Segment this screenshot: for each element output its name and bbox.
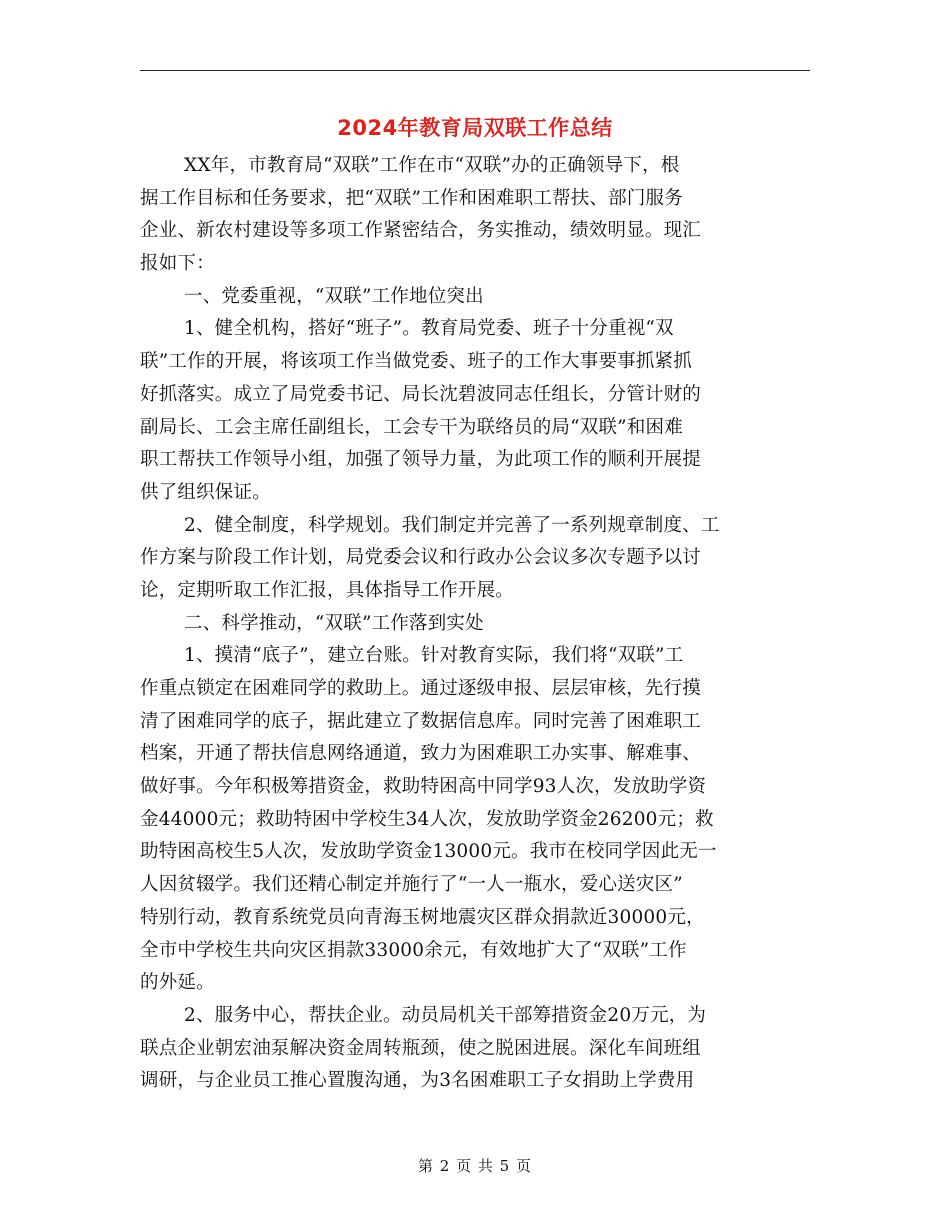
document-body xyxy=(140,150,800,1098)
text-line: XX年，市教育局“双联”工作在市“双联”办的正确领导下，根 xyxy=(184,155,680,176)
text-line: 的外延。 xyxy=(140,972,215,994)
text-line: 全市中学校生共向灾区捐款33000余元，有效地扩大了“双联”工作 xyxy=(140,939,687,961)
document-title: 2024年教育局双联工作总结 xyxy=(337,116,613,140)
text-line: 2、服务中心，帮扶企业。动员局机关干部筹措资金20万元，为 xyxy=(184,1004,707,1026)
page-footer: 第 2 页 共 5 页 xyxy=(418,1157,532,1175)
text-line: 好抓落实。成立了局党委书记、局长沈碧波同志任组长，分管计财的 xyxy=(140,383,702,405)
text-line: 企业、新农村建设等多项工作紧密结合，务实推动，绩效明显。现汇 xyxy=(140,220,702,242)
text-line: 作重点锁定在困难同学的救助上。通过逐级申报、层层审核，先行摸 xyxy=(140,678,702,699)
text-line: 一、党委重视，“双联”工作地位突出 xyxy=(184,285,484,307)
text-line: 特别行动，教育系统党员向青海玉树地震灾区群众捐款近30000元， xyxy=(140,906,705,928)
text-line: 人因贫辍学。我们还精心制定并施行了“一人一瓶水，爱心送灾区” xyxy=(140,874,683,896)
text-line: 副局长、工会主席任副组长，工会专干为联络员的局“双联”和困难 xyxy=(140,416,683,438)
text-line: 1、摸清“底子”，建立台账。针对教育实际，我们将“双联”工 xyxy=(184,645,684,667)
header-rule xyxy=(140,70,810,71)
text-line: 作方案与阶段工作计划，局党委会议和行政办公会议多次专题予以讨 xyxy=(140,547,702,569)
text-line: 二、科学推动，“双联”工作落到实处 xyxy=(184,612,484,634)
text-line: 档案，开通了帮扶信息网络通道，致力为困难职工办实事、解难事、 xyxy=(140,743,702,765)
text-line: 调研，与企业员工推心置腹沟通，为3名困难职工子女捐助上学费用 xyxy=(140,1070,695,1092)
text-line: 报如下： xyxy=(140,253,215,275)
text-line: 清了困难同学的底子，据此建立了数据信息库。同时完善了困难职工 xyxy=(140,710,702,732)
text-line: 1、健全机构，搭好“班子”。教育局党委、班子十分重视“双 xyxy=(184,318,674,340)
text-line: 论，定期听取工作汇报，具体指导工作开展。 xyxy=(140,579,515,601)
text-line: 联点企业朝宏油泵解决资金周转瓶颈，使之脱困进展。深化车间班组 xyxy=(140,1037,702,1059)
text-line: 据工作目标和任务要求，把“双联”工作和困难职工帮扶、部门服务 xyxy=(140,187,683,209)
text-line: 做好事。今年积极筹措资金，救助特困高中同学93人次，发放助学资 xyxy=(140,776,707,798)
text-line: 助特困高校生5人次，发放助学资金13000元。我市在校同学因此无一 xyxy=(140,841,717,863)
text-line: 职工帮扶工作领导小组，加强了领导力量，为此项工作的顺利开展提 xyxy=(140,449,702,471)
text-line: 2、健全制度，科学规划。我们制定并完善了一系列规章制度、工 xyxy=(184,514,720,536)
text-line: 联”工作的开展，将该项工作当做党委、班子的工作大事要事抓紧抓 xyxy=(140,351,692,373)
text-line: 金44000元；救助特困中学校生34人次，发放助学资金26200元；救 xyxy=(140,808,714,830)
text-line: 供了组织保证。 xyxy=(140,481,271,503)
